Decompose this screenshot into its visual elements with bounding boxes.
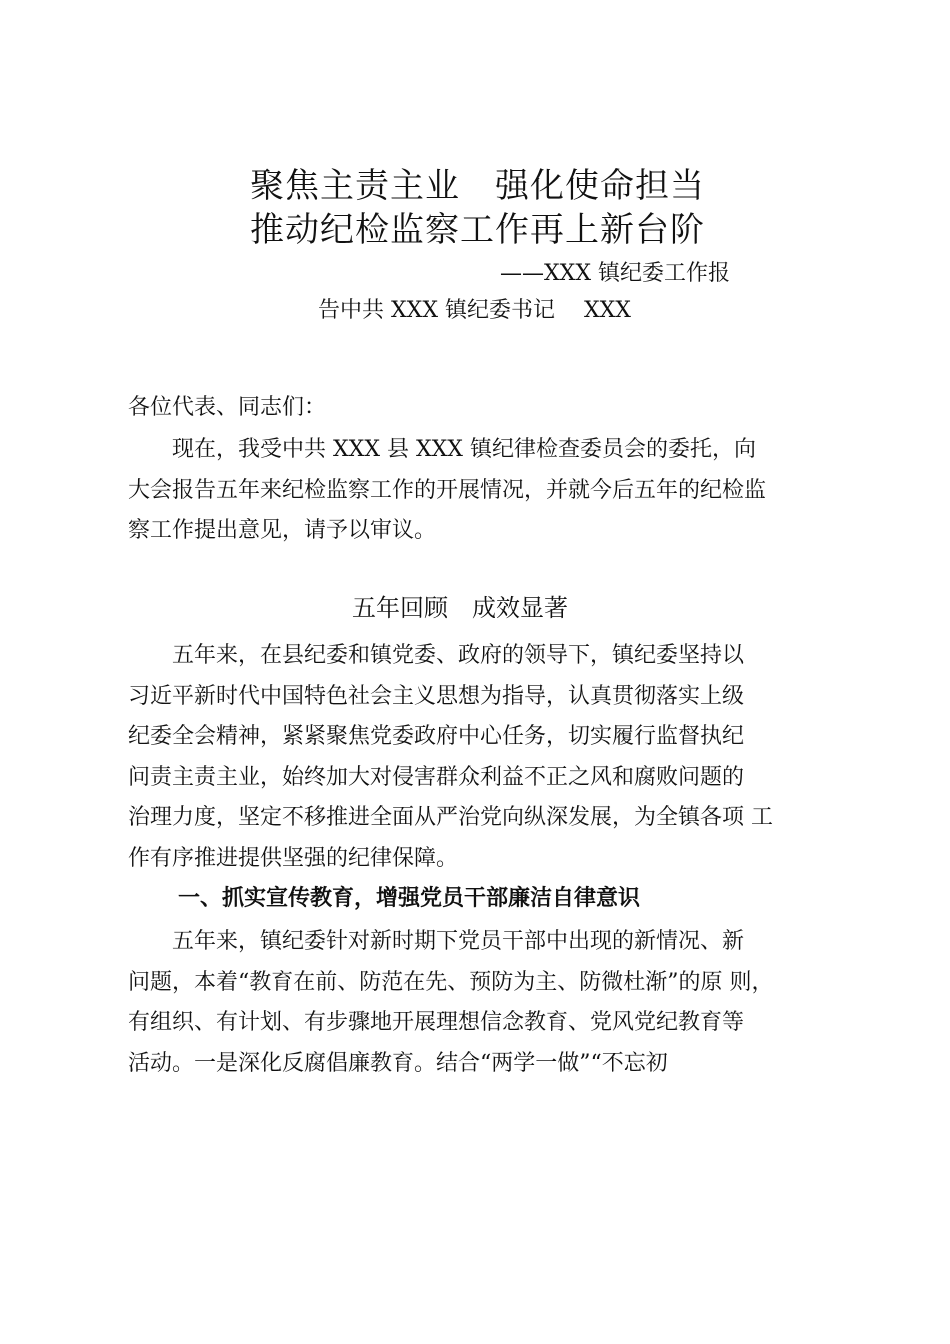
section-heading: 五年回顾 成效显著	[352, 594, 568, 622]
paragraph-line: 活动。一是深化反腐倡廉教育。结合“两学一做”“不忘初	[128, 1050, 668, 1076]
paragraph-line: 习近平新时代中国特色社会主义思想为指导，认真贯彻落实上级	[128, 683, 745, 709]
paragraph-line: 五年来，在县纪委和镇党委、政府的领导下，镇纪委坚持以	[128, 643, 745, 668]
document-title-line-2: 推动纪检监察工作再上新台阶	[250, 210, 705, 250]
paragraph-line: 有组织、有计划、有步骤地开展理想信念教育、党风党纪教育等	[128, 1010, 745, 1035]
paragraph-line: 作有序推进提供坚强的纪律保障。	[128, 845, 459, 871]
salutation: 各位代表、同志们：	[128, 395, 327, 420]
author-line: 告中共 XXX 镇纪委书记 XXX	[318, 298, 631, 323]
paragraph-line: 五年来，镇纪委针对新时期下党员干部中出现的新情况、新	[128, 929, 745, 954]
sub-heading: 一、抓实宣传教育，增强党员干部廉洁自律意识	[178, 886, 641, 911]
paragraph-line: 问题，本着“教育在前、防范在先、预防为主、防微杜渐”的原 则，	[128, 969, 774, 995]
education-paragraph	[128, 922, 833, 1084]
document-title-line-1: 聚焦主责主业 强化使命担当	[250, 166, 705, 206]
paragraph-line: 大会报告五年来纪检监察工作的开展情况，并就今后五年的纪检监	[128, 477, 767, 503]
review-paragraph	[128, 636, 833, 879]
paragraph-line: 察工作提出意见，请予以审议。	[128, 518, 437, 543]
intro-paragraph	[128, 430, 833, 552]
paragraph-line: 现在，我受中共 XXX 县 XXX 镇纪律检查委员会的委托，向	[128, 437, 756, 462]
paragraph-line: 纪委全会精神，紧紧聚焦党委政府中心任务，切实履行监督执纪	[128, 724, 745, 749]
paragraph-line: 治理力度，坚定不移推进全面从严治党向纵深发展，为全镇各项 工	[128, 805, 773, 830]
paragraph-line: 问责主责主业，始终加大对侵害群众利益不正之风和腐败问题的	[128, 764, 745, 790]
document-subtitle: ——XXX 镇纪委工作报	[500, 261, 730, 286]
